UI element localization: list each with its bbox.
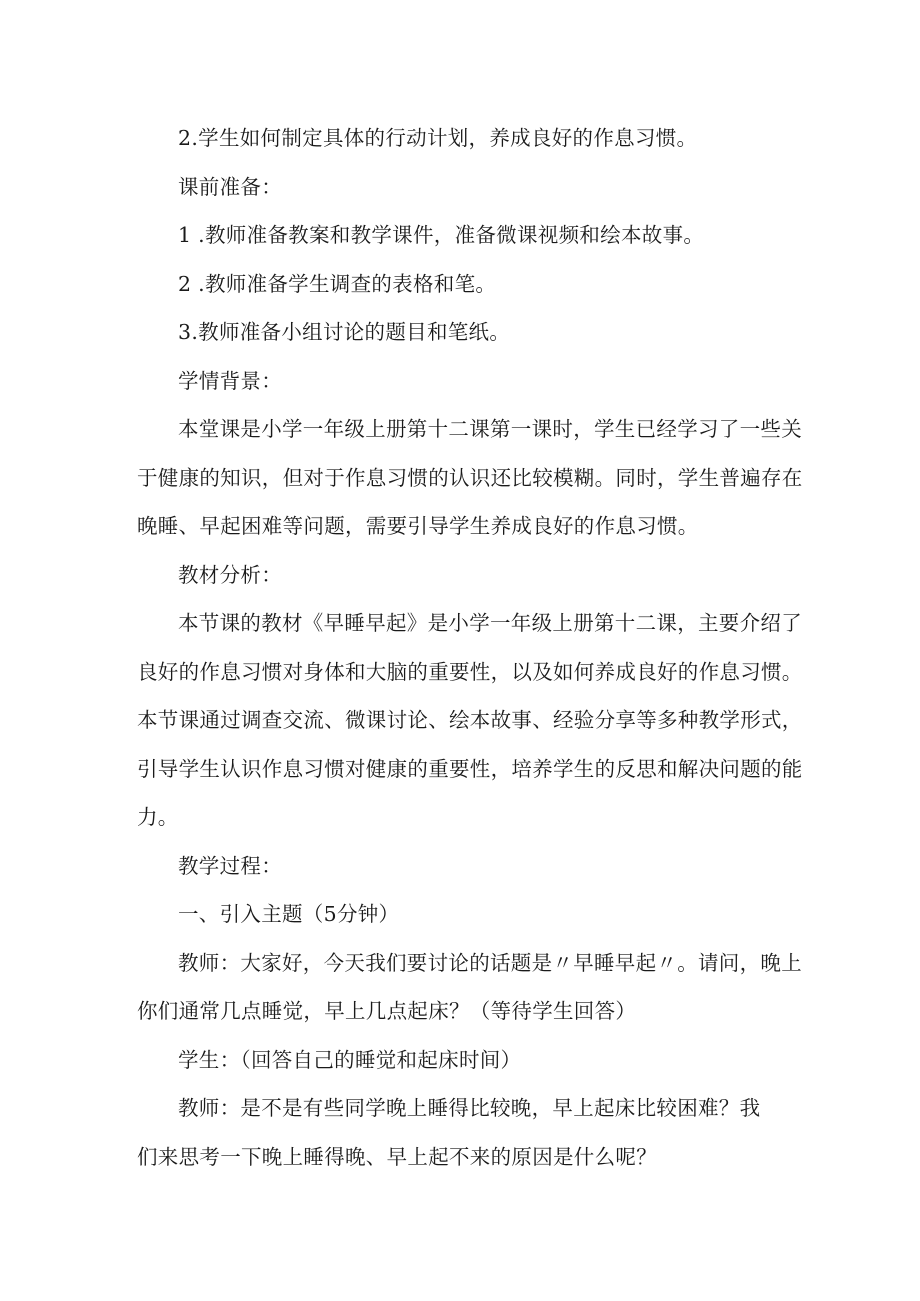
text-line-21: 教师：是不是有些同学晚上睡得比较晚，早上起床比较困难？我 xyxy=(178,1096,761,1120)
text-line-1: 2.学生如何制定具体的行动计划，养成良好的作息习惯。 xyxy=(178,126,698,150)
section-intro-topic: 一、引入主题（5分钟） xyxy=(178,902,400,926)
text-line-13: 本节课通过调查交流、微课讨论、绘本故事、经验分享等多种教学形式， xyxy=(137,708,803,732)
text-line-19: 你们通常几点睡觉，早上几点起床？（等待学生回答） xyxy=(137,999,637,1023)
text-line-8: 于健康的知识，但对于作息习惯的认识还比较模糊。同时，学生普遍存在 xyxy=(137,466,803,490)
text-line-7: 本堂课是小学一年级上册第十二课第一课时，学生已经学习了一些关 xyxy=(178,417,802,441)
text-line-20: 学生：（回答自己的睡觉和起床时间） xyxy=(178,1048,522,1072)
text-line-14: 引导学生认识作息习惯对健康的重要性，培养学生的反思和解决问题的能 xyxy=(137,757,803,781)
text-line-22: 们来思考一下晚上睡得晚、早上起不来的原因是什么呢？ xyxy=(137,1145,657,1169)
heading-preparation: 课前准备： xyxy=(178,175,282,199)
heading-textbook-analysis: 教材分析： xyxy=(178,563,282,587)
text-line-15: 力。 xyxy=(137,805,179,829)
heading-teaching-process: 教学过程： xyxy=(178,854,282,878)
text-line-3: 1 .教师准备教案和教学课件，准备微课视频和绘本故事。 xyxy=(178,223,705,247)
text-line-18: 教师：大家好，今天我们要讨论的话题是〃早睡早起〃。请问，晚上 xyxy=(178,951,802,975)
heading-background: 学情背景： xyxy=(178,369,282,393)
text-line-5: 3.教师准备小组讨论的题目和笔纸。 xyxy=(178,320,511,344)
text-line-11: 本节课的教材《早睡早起》是小学一年级上册第十二课，主要介绍了 xyxy=(178,611,802,635)
text-line-4: 2 .教师准备学生调查的表格和笔。 xyxy=(178,272,497,296)
text-line-12: 良好的作息习惯对身体和大脑的重要性，以及如何养成良好的作息习惯。 xyxy=(137,660,803,684)
text-line-9: 晚睡、早起困难等问题，需要引导学生养成良好的作息习惯。 xyxy=(137,514,699,538)
